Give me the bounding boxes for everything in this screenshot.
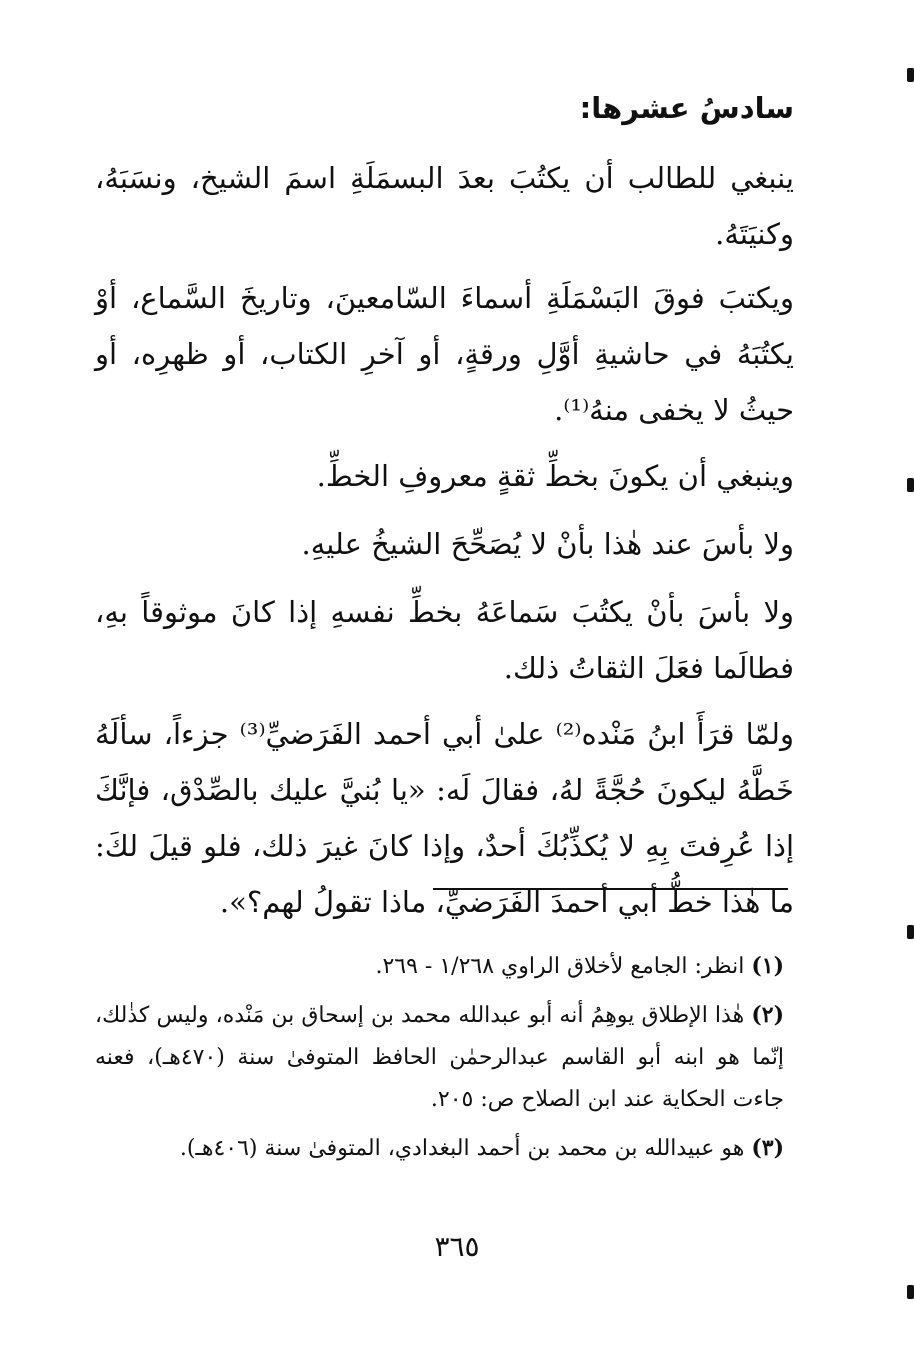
- footnote: [95, 1127, 784, 1170]
- scan-edge-mark: [907, 68, 914, 82]
- footnote-text: انظر: الجامع لأخلاق الراوي ١/٢٦٨ - ٢٦٩.: [375, 954, 745, 979]
- paragraph: ينبغي للطالب أن يكتُبَ بعدَ البسمَلَةِ اسمَ الشيخ، ونسَبَهُ، وكنيَتَهُ.: [95, 161, 794, 251]
- footnote-text: هٰذا الإطلاق يوهِمُ أنه أبو عبدالله محمد بن إسحاق بن مَنْده، وليس كذٰلك، إنّما هو ابنه أبو القاسم عبدالرحمٰن الحافظ المتوفىٰ سنة (٤٧٠هـ)، فعنه جاءت الحكاية عند ابن الصلاح ص: ٢٠٥.: [95, 1003, 784, 1112]
- footnote-number: (٣): [751, 1135, 784, 1161]
- paragraph: ولا بأسَ عند هٰذا بأنْ لا يُصَحِّحَ الشيخُ عليهِ.: [301, 527, 794, 561]
- paragraph: ولا بأسَ بأنْ يكتُبَ سَماعَهُ بخطِّ نفسهِ إذا كانَ موثوقاً بهِ، فطالَما فعَلَ الثقاتُ ذلك.: [95, 595, 794, 685]
- paragraph: ويكتبَ فوقَ البَسْمَلَةِ أسماءَ السّامعينَ، وتاريخَ السَّماع، أوْ يكتُبَهُ في حاشيةِ أوَّلِ ورقةٍ، أو آخرِ الكتاب، أو ظهرِه، أو حيثُ لا يخفى منهُ⁽¹⁾.: [95, 281, 794, 427]
- paragraph: وينبغي أن يكونَ بخطِّ ثقةٍ معروفِ الخطِّ.: [316, 459, 794, 493]
- scan-edge-mark: [907, 478, 914, 492]
- footnote: [95, 945, 784, 988]
- footnote-number: (١): [751, 953, 784, 979]
- scan-edge-mark: [907, 925, 914, 939]
- footnote-separator: [433, 888, 788, 890]
- paragraph: ولمّا قرَأَ ابنُ مَنْده⁽²⁾ علىٰ أبي أحمد الفَرَضيِّ⁽³⁾ جزءاً، سألَهُ خَطَّهُ ليكونَ حُجَّةً لهُ، فقالَ لَه: «يا بُنيَّ عليك بالصِّدْق، فإنَّكَ إذا عُرِفتَ بِهِ لا يُكذِّبُكَ أحدٌ، وإذا كانَ غيرَ ذلك، فلو قيلَ لكَ: ما هٰذا خطُّ أبي أحمدَ الفَرَضيِّ، ماذا تقولُ لهم؟».: [95, 717, 795, 919]
- footnote: [95, 994, 784, 1121]
- footnote-number: (٢): [751, 1002, 785, 1028]
- scan-edge-mark: [907, 1285, 914, 1299]
- footnote-text: هو عبيدالله بن محمد بن أحمد البغدادي، المتوفىٰ سنة (٤٠٦هـ).: [179, 1136, 745, 1161]
- body-text: [95, 150, 794, 930]
- page-number: ٣٦٥: [434, 1230, 480, 1263]
- footnotes: [95, 945, 784, 1176]
- section-heading: سادسُ عشرها:: [579, 91, 794, 125]
